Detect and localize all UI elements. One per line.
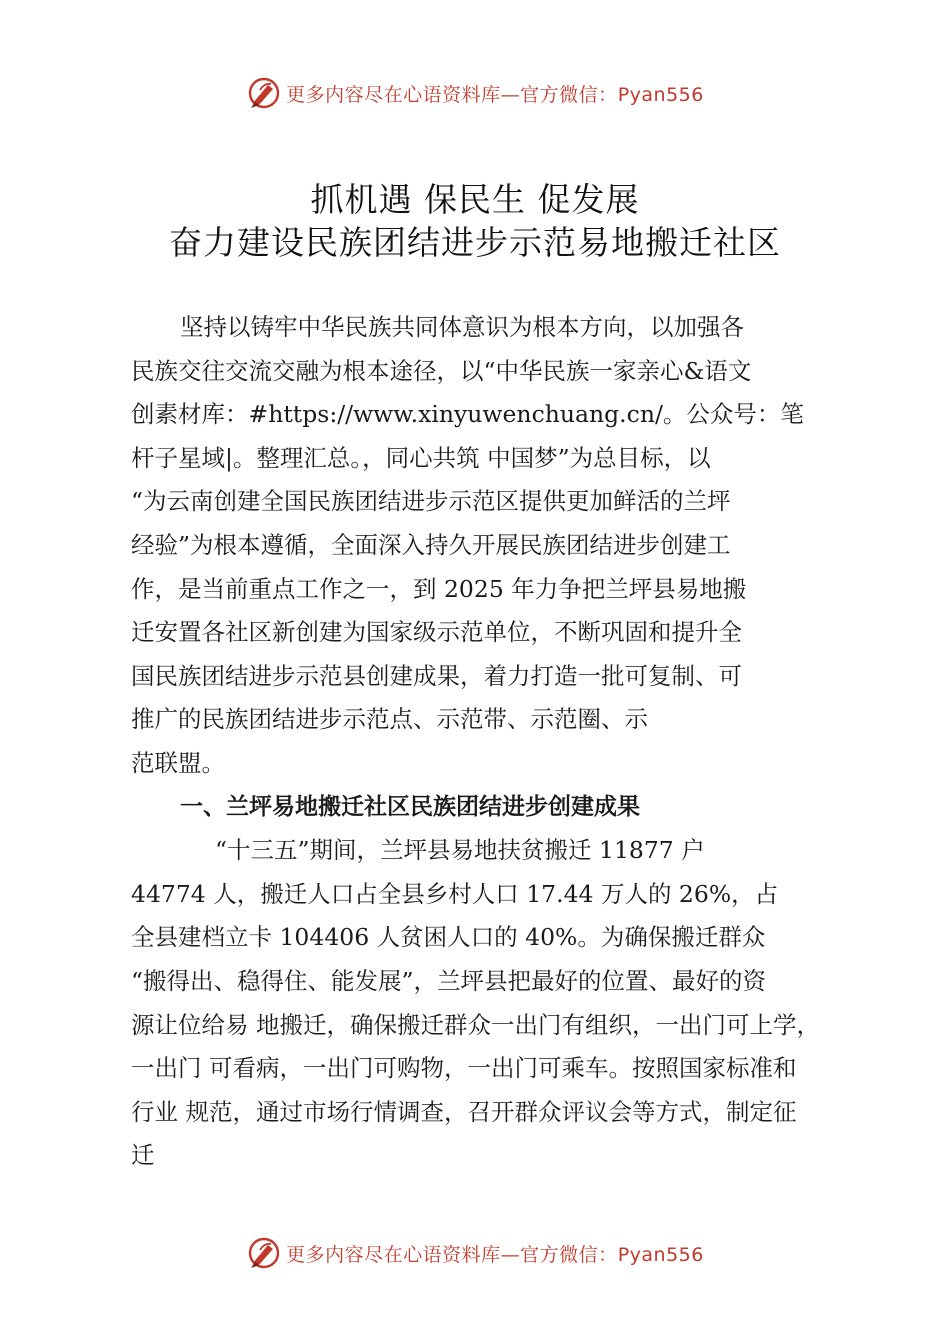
paragraph-line: 源让位给易 地搬迁，确保搬迁群众一出门有组织，一出门可上学， (131, 1010, 820, 1039)
paragraph-line: 行业 规范，通过市场行情调查，召开群众评议会等方式，制定征 (131, 1097, 797, 1126)
paragraph-line: 迁 (131, 1141, 155, 1170)
paragraph-line: 坚持以铸牢中华民族共同体意识为根本方向，以加强各 (180, 313, 744, 341)
document-title-line2: 奋力建设民族团结进步示范易地搬迁社区 (169, 223, 781, 262)
paragraph-line: “十三五”期间，兰坪县易地扶贫搬迁 11877 户 (215, 836, 705, 865)
watermark-footer (0, 1233, 950, 1273)
paragraph-line: 经验”为根本遵循，全面深入持久开展民族团结进步创建工 (131, 530, 731, 559)
paragraph-line: 全县建档立卡 104406 人贫困人口的 40%。为确保搬迁群众 (131, 923, 766, 952)
paragraph-line: 杆子星域|。整理汇总。，同心共筑 中国梦”为总目标，以 (131, 443, 711, 472)
paragraph-line: 范联盟。 (131, 748, 225, 777)
document-title-line1: 抓机遇 保民生 促发展 (310, 180, 640, 219)
paragraph-line: 作，是当前重点工作之一，到 2025 年力争把兰坪县易地搬 (131, 574, 747, 603)
document-body (131, 306, 831, 1178)
paragraph-line: 国民族团结进步示范县创建成果，着力打造一批可复制、可 (131, 661, 742, 690)
section-heading: 一、兰坪易地搬迁社区民族团结进步创建成果 (180, 793, 640, 820)
watermark-text: 更多内容尽在心语资料库—官方微信：Pyan556 (286, 83, 704, 106)
watermark-header (0, 73, 950, 113)
paragraph-line: “为云南创建全国民族团结进步示范区提供更加鲜活的兰坪 (131, 487, 731, 516)
watermark-text: 更多内容尽在心语资料库—官方微信：Pyan556 (286, 1243, 704, 1266)
paragraph-line: 推广的民族团结进步示范点、示范带、示范圈、示 (131, 705, 648, 734)
paragraph-line-url: 创素材库：#https://www.xinyuwenchuang.cn/。公众号：笔 (131, 400, 804, 429)
paragraph-line: 民族交往交流交融为根本途径，以“中华民族一家亲心&语文 (131, 356, 752, 385)
pen-logo-icon (246, 1235, 282, 1271)
pen-logo-icon (246, 75, 282, 111)
paragraph-line: 44774 人，搬迁人口占全县乡村人口 17.44 万人的 26%，占 (131, 879, 779, 908)
paragraph-line: 迁安置各社区新创建为国家级示范单位，不断巩固和提升全 (131, 618, 742, 647)
paragraph-line: 一出门 可看病，一出门可购物，一出门可乘车。按照国家标准和 (131, 1054, 797, 1083)
paragraph-line: “搬得出、稳得住、能发展”，兰坪县把最好的位置、最好的资 (131, 966, 767, 995)
